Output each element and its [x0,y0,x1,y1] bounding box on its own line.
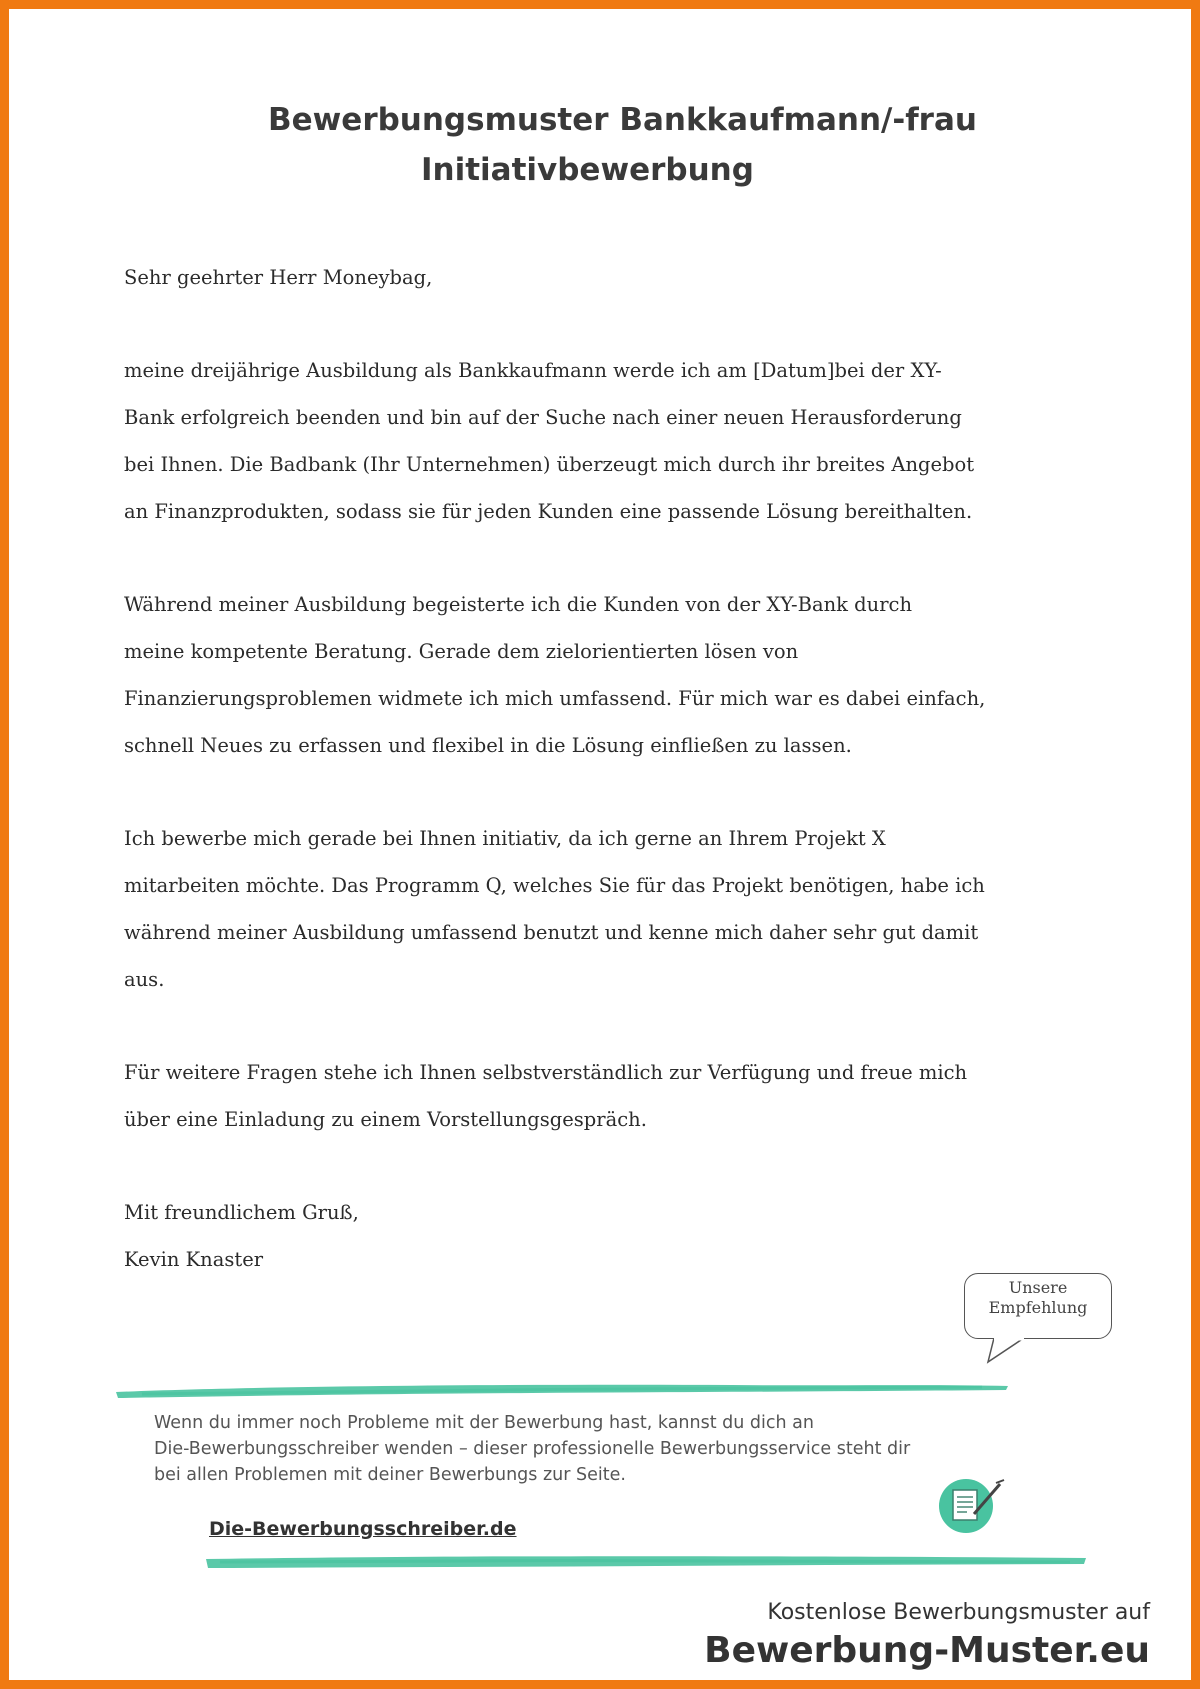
greeting: Sehr geehrter Herr Moneybag, [124,266,433,289]
paragraph-line: meine kompetente Beratung. Gerade dem zielorientierten lösen von [124,640,799,663]
document-pen-icon [934,1470,1014,1536]
paragraph-line: Bank erfolgreich beenden und bin auf der Suche nach einer neuen Herausforderung [124,406,962,429]
paragraph-line: aus. [124,968,165,991]
paragraph-line: über eine Einladung zu einem Vorstellungsgespräch. [124,1108,647,1131]
paragraph-line: schnell Neues zu erfassen und flexibel in die Lösung einfließen zu lassen. [124,734,852,757]
recommendation-line-2: Empfehlung [988,1298,1088,1317]
paragraph-line: Ich bewerbe mich gerade bei Ihnen initiativ, da ich gerne an Ihrem Projekt X [124,827,886,850]
closing: Mit freundlichem Gruß, [124,1201,359,1224]
paragraph-1 [124,347,1084,535]
recommendation-line-1: Unsere [1008,1278,1068,1297]
promo-line: bei allen Problemen mit deiner Bewerbungs zur Seite. [154,1465,626,1485]
title-line-2: Initiativbewerbung [421,152,754,188]
letter-body [124,254,1084,1283]
paragraph-4 [124,1049,1084,1143]
paragraph-line: an Finanzprodukten, sodass sie für jeden Kunden eine passende Lösung bereithalten. [124,500,973,523]
paragraph-3 [124,815,1084,1003]
title-line-1: Bewerbungsmuster Bankkaufmann/-frau [268,102,977,138]
signature: Kevin Knaster [124,1248,264,1271]
paragraph-line: während meiner Ausbildung umfassend benutzt und kenne mich daher sehr gut damit [124,921,979,944]
promo-text [154,1410,1054,1488]
paragraph-line: mitarbeiten möchte. Das Programm Q, welches Sie für das Projekt benötigen, habe ich [124,874,985,897]
footer-site-logo[interactable]: Bewerbung-Muster.eu [704,1630,1150,1671]
speech-tail-icon [986,1338,1046,1364]
accent-stroke-bottom [200,1550,1090,1574]
promo-line: Wenn du immer noch Probleme mit der Bewerbung hast, kannst du dich an [154,1413,814,1433]
bewerbungsschreiber-link[interactable]: Die-Bewerbungsschreiber.de [209,1518,517,1540]
recommendation-bubble [964,1273,1112,1339]
footer-tagline: Kostenlose Bewerbungsmuster auf [767,1600,1150,1625]
paragraph-line: meine dreijährige Ausbildung als Bankkaufmann werde ich am [Datum]bei der XY- [124,359,942,382]
paragraph-line: Finanzierungsproblemen widmete ich mich umfassend. Für mich war es dabei einfach, [124,687,986,710]
accent-stroke-top [112,1378,1012,1402]
promo-line: Die-Bewerbungsschreiber wenden – dieser professionelle Bewerbungsservice steht dir [154,1439,911,1459]
paragraph-line: bei Ihnen. Die Badbank (Ihr Unternehmen) überzeugt mich durch ihr breites Angebot [124,453,975,476]
paragraph-line: Während meiner Ausbildung begeisterte ich die Kunden von der XY-Bank durch [124,593,913,616]
paragraph-2 [124,581,1084,769]
paragraph-line: Für weitere Fragen stehe ich Ihnen selbstverständlich zur Verfügung und freue mich [124,1061,968,1084]
